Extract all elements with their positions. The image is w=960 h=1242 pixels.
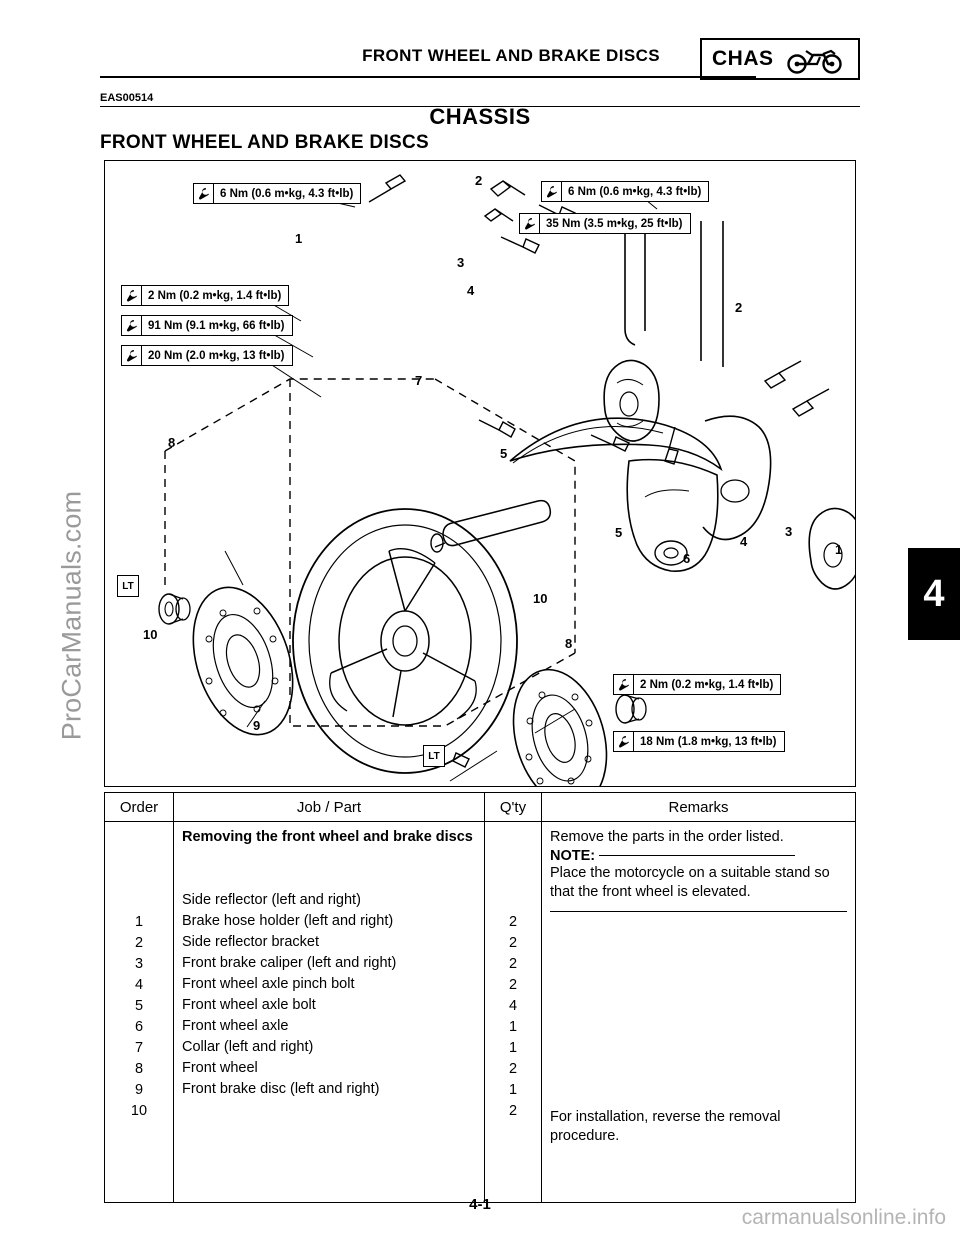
order-value: 6 bbox=[134, 1019, 144, 1036]
torque-callout-7 bbox=[613, 674, 781, 695]
callout-number: 10 bbox=[533, 591, 548, 606]
wrench-icon bbox=[614, 675, 634, 694]
callout-number: 3 bbox=[785, 524, 793, 539]
qty-column-cell bbox=[485, 822, 542, 1203]
job-value: Side reflector (left and right) bbox=[182, 891, 361, 908]
wrench-icon bbox=[542, 182, 562, 201]
page-header bbox=[100, 38, 860, 84]
callout-number: 1 bbox=[835, 542, 843, 557]
order-value: 8 bbox=[134, 1061, 144, 1078]
column-header-remarks: Remarks bbox=[542, 793, 856, 822]
qty-value: 2 bbox=[508, 914, 518, 930]
table-body-row bbox=[105, 822, 856, 1203]
watermark-left: ProCarManuals.com bbox=[56, 490, 87, 741]
job-value: Front wheel axle pinch bolt bbox=[182, 975, 355, 992]
lt-badge: LT bbox=[423, 745, 445, 767]
torque-text: 91 Nm (9.1 m•kg, 66 ft•lb) bbox=[148, 319, 285, 332]
qty-value: 2 bbox=[508, 935, 518, 952]
order-value: 5 bbox=[134, 998, 144, 1015]
callout-number: 6 bbox=[683, 551, 691, 566]
callout-number: 4 bbox=[467, 283, 475, 298]
wrench-icon bbox=[122, 286, 142, 305]
callout-number: 2 bbox=[475, 173, 483, 188]
table-header-row bbox=[105, 793, 856, 822]
document-code: EAS00514 bbox=[100, 92, 154, 104]
torque-callout-5 bbox=[541, 181, 709, 202]
torque-text: 6 Nm (0.6 m•kg, 4.3 ft•lb) bbox=[568, 185, 702, 198]
job-value: Collar (left and right) bbox=[182, 1038, 314, 1055]
torque-callout-8 bbox=[613, 731, 785, 752]
watermark-footer: carmanualsonline.info bbox=[741, 1206, 946, 1229]
callout-number: 10 bbox=[143, 627, 158, 642]
chapter-title: CHASSIS bbox=[429, 104, 531, 129]
exploded-diagram bbox=[104, 160, 856, 787]
qty-value: 4 bbox=[508, 998, 518, 1015]
page-number: 4-1 bbox=[469, 1196, 491, 1213]
callout-number: 9 bbox=[253, 718, 261, 733]
note-label: NOTE: bbox=[550, 847, 596, 864]
job-value: Front brake disc (left and right) bbox=[182, 1080, 380, 1097]
parts-table bbox=[104, 792, 856, 1203]
qty-value: 2 bbox=[508, 1061, 518, 1078]
column-header-order: Order bbox=[105, 793, 174, 822]
qty-value: 2 bbox=[508, 956, 518, 973]
lt-badge: LT bbox=[117, 575, 139, 597]
wrench-icon bbox=[122, 316, 142, 335]
callout-number: 7 bbox=[415, 373, 423, 388]
job-value: Front brake caliper (left and right) bbox=[182, 954, 397, 971]
chas-badge bbox=[700, 38, 860, 80]
torque-text: 35 Nm (3.5 m•kg, 25 ft•lb) bbox=[546, 217, 683, 230]
order-value: 4 bbox=[134, 977, 144, 994]
torque-text: 2 Nm (0.2 m•kg, 1.4 ft•lb) bbox=[148, 289, 282, 302]
column-header-job: Job / Part bbox=[174, 793, 485, 822]
torque-text: 20 Nm (2.0 m•kg, 13 ft•lb) bbox=[148, 349, 285, 362]
order-value: 9 bbox=[134, 1082, 144, 1099]
order-column-cell bbox=[105, 822, 174, 1203]
job-value: Front wheel bbox=[182, 1059, 258, 1076]
order-value: 10 bbox=[130, 1103, 148, 1120]
closing-remark: For installation, reverse the removal procedure. bbox=[550, 1108, 781, 1145]
callout-number: 5 bbox=[500, 446, 508, 461]
torque-callout-4 bbox=[121, 345, 293, 366]
order-value: 2 bbox=[134, 935, 144, 952]
callout-number: 8 bbox=[168, 435, 176, 450]
order-value: 3 bbox=[134, 956, 144, 973]
qty-value: 1 bbox=[508, 1019, 518, 1036]
wrench-icon bbox=[194, 184, 214, 203]
remarks-column-cell bbox=[542, 822, 856, 1203]
remarks-intro: Remove the parts in the order listed. bbox=[550, 829, 784, 845]
callout-number: 2 bbox=[735, 300, 743, 315]
note-underline bbox=[599, 855, 795, 856]
callout-number: 1 bbox=[295, 231, 303, 246]
chapter-tab bbox=[908, 548, 960, 640]
torque-callout-2 bbox=[121, 285, 289, 306]
callout-number: 4 bbox=[740, 534, 748, 549]
qty-value: 2 bbox=[508, 977, 518, 994]
qty-value: 1 bbox=[508, 1082, 518, 1099]
torque-text: 6 Nm (0.6 m•kg, 4.3 ft•lb) bbox=[220, 187, 354, 200]
header-title: FRONT WHEEL AND BRAKE DISCS bbox=[362, 46, 660, 65]
torque-text: 18 Nm (1.8 m•kg, 13 ft•lb) bbox=[640, 735, 777, 748]
job-value: Side reflector bracket bbox=[182, 933, 320, 950]
order-value: 1 bbox=[134, 914, 144, 930]
callout-number: 3 bbox=[457, 255, 465, 270]
qty-value: 2 bbox=[508, 1103, 518, 1120]
callout-number: 5 bbox=[615, 525, 623, 540]
motorcycle-icon bbox=[784, 44, 846, 74]
qty-value: 1 bbox=[508, 1040, 518, 1057]
header-divider bbox=[100, 76, 756, 78]
section-title: FRONT WHEEL AND BRAKE DISCS bbox=[100, 132, 429, 153]
torque-text: 2 Nm (0.2 m•kg, 1.4 ft•lb) bbox=[640, 678, 774, 691]
wrench-icon bbox=[122, 346, 142, 365]
job-column-cell bbox=[174, 822, 485, 1203]
torque-callout-3 bbox=[121, 315, 293, 336]
job-value: Front wheel axle bolt bbox=[182, 996, 316, 1013]
task-title: Removing the front wheel and brake discs bbox=[182, 829, 473, 845]
order-value: 7 bbox=[134, 1040, 144, 1057]
torque-callout-6 bbox=[519, 213, 691, 234]
note-text: Place the motorcycle on a suitable stand so that the front wheel is elevated. bbox=[550, 864, 830, 901]
job-value: Front wheel axle bbox=[182, 1017, 289, 1034]
chas-label: CHAS bbox=[712, 47, 774, 70]
wrench-icon bbox=[520, 214, 540, 233]
torque-callout-1 bbox=[193, 183, 361, 204]
column-header-qty: Q'ty bbox=[485, 793, 542, 822]
chapter-tab-number: 4 bbox=[923, 573, 945, 615]
wrench-icon bbox=[614, 732, 634, 751]
callout-number: 8 bbox=[565, 636, 573, 651]
job-value: Brake hose holder (left and right) bbox=[182, 912, 394, 929]
